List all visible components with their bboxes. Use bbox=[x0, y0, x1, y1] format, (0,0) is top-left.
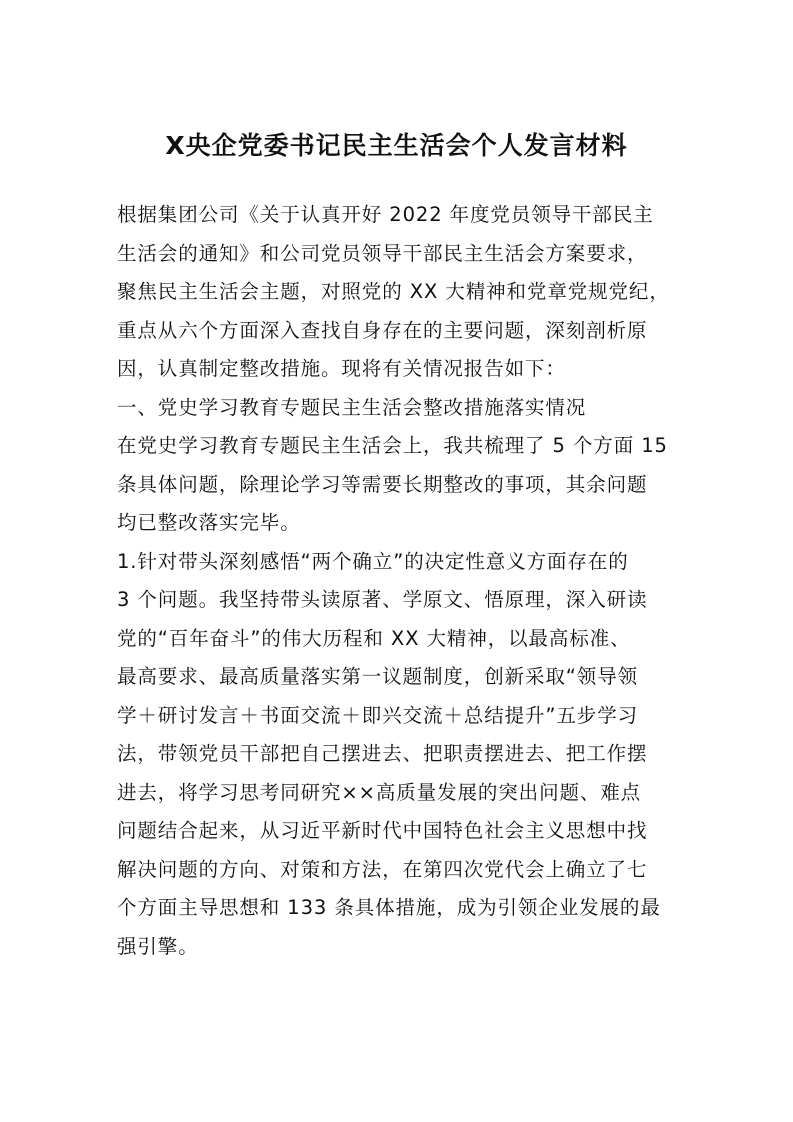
document-title: X央企党委书记民主生活会个人发言材料 bbox=[165, 131, 628, 160]
body-line: 条具体问题，除理论学习等需要长期整改的事项，其余问题 bbox=[117, 472, 648, 496]
body-line: 强引擎。 bbox=[117, 934, 199, 958]
body-line: 聚焦民主生活会主题，对照党的 XX 大精神和党章党规党纪， bbox=[117, 280, 670, 303]
body-line: 因，认真制定整改措施。现将有关情况报告如下： bbox=[117, 357, 566, 380]
body-line: 党的“百年奋斗”的伟大历程和 XX 大精神，以最高标准、 bbox=[117, 626, 631, 650]
body-line: 均已整改落实完毕。 bbox=[117, 511, 301, 534]
body-line: 最高要求、最高质量落实第一议题制度，创新采取“领导领 bbox=[117, 665, 639, 688]
body-line: 1.针对带头深刻感悟“两个确立”的决定性意义方面存在的 bbox=[117, 549, 629, 573]
body-line: 重点从六个方面深入查找自身存在的主要问题，深刻剖析原 bbox=[117, 318, 648, 342]
body-line: 生活会的通知》和公司党员领导干部民主生活会方案要求， bbox=[117, 241, 648, 265]
body-line: 个方面主导思想和 133 条具体措施，成为引领企业发展的最 bbox=[117, 896, 661, 919]
section-heading: 一、党史学习教育专题民主生活会整改措施落实情况 bbox=[117, 395, 587, 419]
body-line: 解决问题的方向、对策和方法，在第四次党代会上确立了七 bbox=[117, 857, 648, 881]
body-line: 学＋研讨发言＋书面交流＋即兴交流＋总结提升”五步学习 bbox=[117, 703, 639, 727]
body-line: 在党史学习教育专题民主生活会上，我共梳理了 5 个方面 15 bbox=[117, 434, 668, 457]
body-line: 法，带领党员干部把自己摆进去、把职责摆进去、把工作摆 bbox=[117, 742, 648, 765]
body-line: 问题结合起来，从习近平新时代中国特色社会主义思想中找 bbox=[117, 819, 648, 842]
body-line: 进去，将学习思考同研究××高质量发展的突出问题、难点 bbox=[117, 780, 642, 804]
body-line: 3 个问题。我坚持带头读原著、学原文、悟原理，深入研读 bbox=[117, 588, 648, 611]
document-body bbox=[117, 196, 677, 966]
body-line: 根据集团公司《关于认真开好 2022 年度党员领导干部民主 bbox=[117, 203, 654, 226]
